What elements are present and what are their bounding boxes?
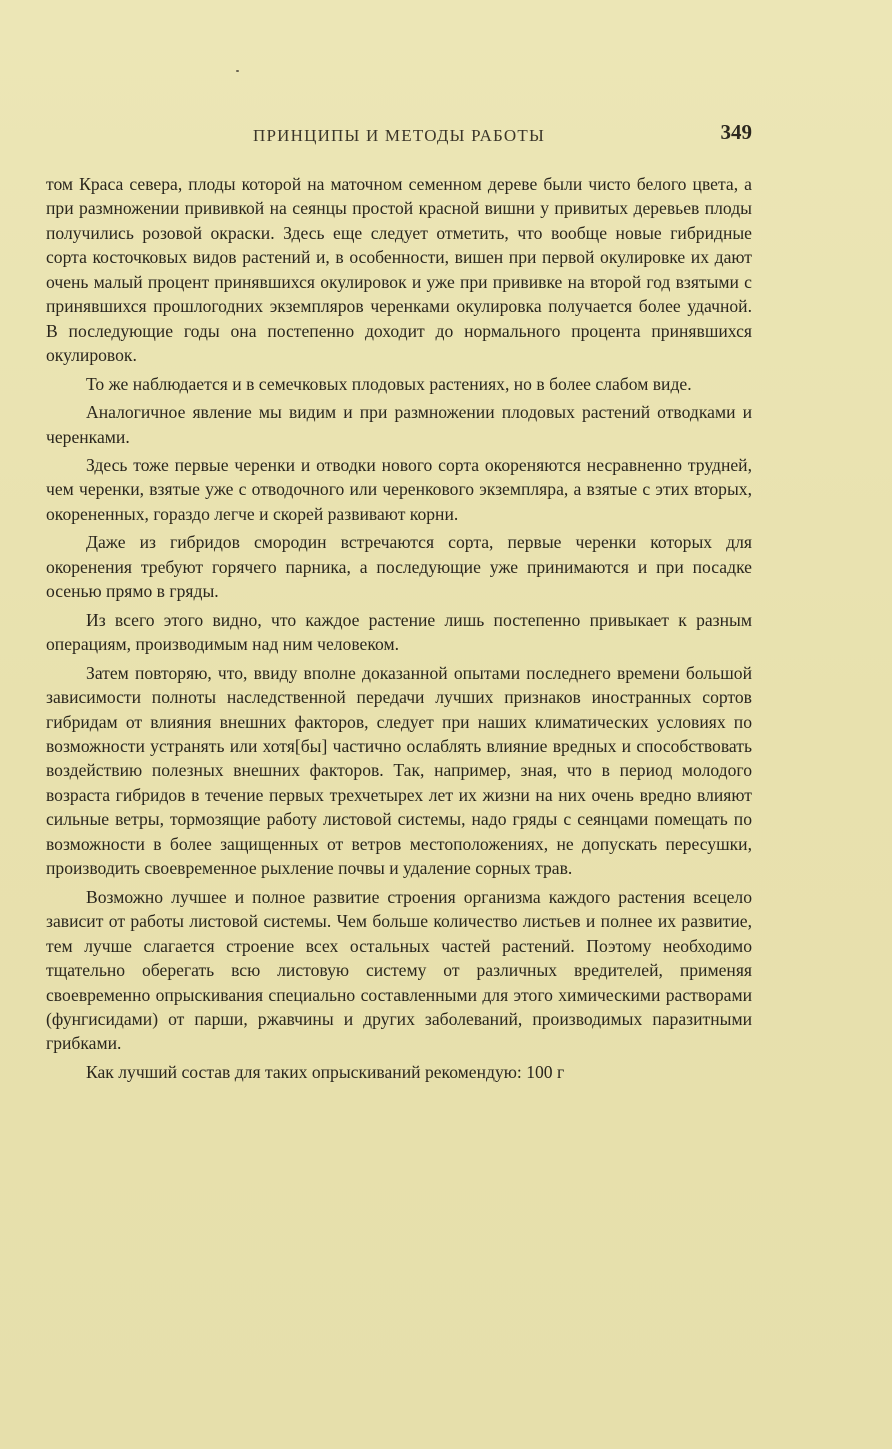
paragraph: Возможно лучшее и полное развитие строения организма каждого растения всецело зависит от работы листовой системы. Чем больше количество листьев и полнее их развитие, тем лучше слагается строение всех остальных частей растений. Поэтому необходимо тщательно оберегать всю листовую систему от различных вредителей, применяя своевременно опрыскивания специально составленными для этого химическими растворами (фунгисидами) от парши, ржавчины и других заболеваний, производимых паразитными грибками. bbox=[46, 886, 752, 1054]
body-text bbox=[46, 172, 752, 1088]
paragraph: том Краса севера, плоды которой на маточном семенном дереве были чисто белого цвета, а при размножении прививкой на сеянцы простой красной вишни у привитых деревьев плоды получились розовой окраски. Здесь еще следует отметить, что вообще новые гибридные сорта косточковых видов растений и, в особенности, вишен при первой окулировке их дают очень малый процент принявшихся окулировок и уже при прививке на второй год взятыми с принявшихся прошлогодних экземпляров черенками окулировка получается более удачной. В последующие годы она постепенно доходит до нормального процента принявшихся окулировок. bbox=[46, 174, 752, 366]
paragraph: Здесь тоже первые черенки и отводки нового сорта окореняются несравненно трудней, чем черенки, взятые уже с отводочного или черенкового экземпляра, а взятые с этих вторых, окорененных, гораздо легче и скорей развивают корни. bbox=[46, 454, 752, 524]
paragraph: Как лучший состав для таких опрыскиваний рекомендую: 100 г bbox=[86, 1061, 565, 1082]
paragraph: Даже из гибридов смородин встречаются сорта, первые черенки которых для окоренения требуют горячего парника, а последующие уже принимаются и при посадке осенью прямо в гряды. bbox=[46, 532, 752, 602]
paragraph: Аналогичное явление мы видим и при размножении плодовых растений отводками и черенками. bbox=[46, 402, 752, 447]
page-header bbox=[46, 118, 752, 152]
paper-speck bbox=[236, 70, 239, 72]
running-title: ПРИНЦИПЫ И МЕТОДЫ РАБОТЫ bbox=[253, 126, 545, 145]
paragraph: То же наблюдается и в семечковых плодовых растениях, но в более слабом виде. bbox=[86, 373, 692, 394]
paragraph: Из всего этого видно, что каждое растение лишь постепенно привыкает к разным операциям, производимым над ним человеком. bbox=[46, 609, 752, 655]
paragraph: Затем повторяю, что, ввиду вполне доказанной опытами последнего времени большой зависимости полноты наследственной передачи лучших признаков иностранных сортов гибридам от влияния внешних факторов, следует при наших климатических условиях по возможности устранять или хотя[бы] частично ослаблять влияние вредных и способствовать воздействию полезных внешних факторов. Так, например, зная, что в период молодого возраста гибридов в течение первых трехчетырех лет их жизни на них очень вредно влияют сильные ветры, тормозящие работу листовой системы, надо гряды с сеянцами помещать по возможности в более защищенных от ветров местоположениях, не допускать пересушки, производить своевременное рыхление почвы и удаление сорных трав. bbox=[46, 662, 752, 879]
page-number: 349 bbox=[720, 120, 752, 144]
